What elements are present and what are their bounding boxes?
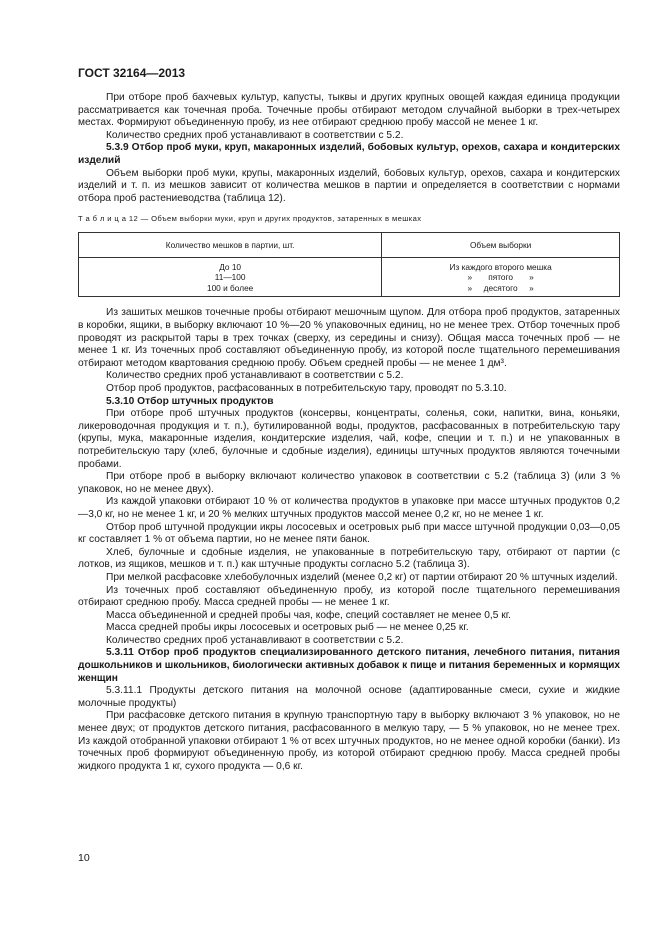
- section-heading-5-3-11: 5.3.11 Отбор проб продуктов специализированного детского питания, лечебного питания, питания дошкольников и школьников, биологически активных добавок к пище и питания беременных и кормящих женщин: [78, 647, 620, 684]
- paragraph: При отборе проб штучных продуктов (консервы, концентраты, соленья, соки, напитки, вина, коньяки, ликероводочная продукция и т. п.), бутилированной воды, продуктов, расфасованных в потребительскую тару (крупы, мука, макаронные изделия, кондитерские изделия, чай, кофе, специи и т. п.) и не упакованных в потребительскую тару (хлеб, булочные и сдобные изделия), единицы штучных продуктов являются точечными пробами.: [78, 408, 620, 470]
- table-value: До 10: [219, 261, 242, 272]
- paragraph: Хлеб, булочные и сдобные изделия, не упакованные в потребительскую тару, отбирают от партии (с лотков, из ящиков, мешков и т. п.) как штучные продукты согласно 5.2 (таблица 3).: [78, 546, 620, 571]
- paragraph: При отборе проб в выборку включают количество упаковок в соответствии с 5.2 (таблица 3) (или 3 % упаковок, но не менее двух).: [78, 471, 620, 495]
- table-cell-sample: [382, 257, 620, 297]
- sampling-table: [78, 232, 620, 298]
- table-cell-qty: [79, 257, 382, 297]
- page-content: [78, 92, 620, 773]
- paragraph: Из зашитых мешков точечные пробы отбирают мешочным щупом. Для отбора проб продуктов, затаренных в коробки, ящики, в выборку включают 10 %—20 % упаковочных единиц, но не менее трех. Отбор точечных проб проводят из раскрытой тары в трех точках (сверху, из середины и снизу). Общая масса точечных проб — не менее 1 кг. Из точечных проб составляют объединенную пробу, из которой после тщательного перемешивания отбирают методом квартования среднюю пробу. Объем средней пробы — не менее 1 дм³.: [78, 307, 620, 369]
- table-value: 11—100: [214, 272, 246, 283]
- table-value: 100 и более: [206, 282, 254, 293]
- paragraph: При отборе проб бахчевых культур, капусты, тыквы и других крупных овощей каждая единица продукции рассматривается как точечная проба. Точечные пробы отбирают методом случайной выборки в трех-четырех местах. Формируют объединенную пробу, из нее отбирают среднюю пробу массой не менее 1 кг.: [78, 92, 620, 129]
- paragraph: Из точечных проб составляют объединенную пробу, из которой после тщательного перемешивания отбирают среднюю пробу. Масса средней пробы — не менее 1 кг.: [78, 584, 620, 609]
- paragraph: Количество средних проб устанавливают в соответствии с 5.2.: [106, 129, 404, 141]
- paragraph: При расфасовке детского питания в крупную транспортную тару в выборку включают 3 % упаковок, но не менее двух; от продуктов детского питания, расфасованного в мелкую тару, — 5 % упаковок, но не менее трех. Из каждой отобранной упаковки отбирают 1 % от всех штучных продуктов, но не менее одной коробки (банки). Из точечных проб формируют объединенную пробу, из которой отбирают среднюю пробу. Масса средней пробы жидкого продукта 1 кг, сухого продукта — 0,6 кг.: [78, 710, 620, 772]
- section-heading-5-3-9: 5.3.9 Отбор проб муки, круп, макаронных изделий, бобовых культур, орехов, сахара и кондитерских изделий: [78, 142, 620, 166]
- paragraph: Количество средних проб устанавливают в соответствии с 5.2.: [106, 370, 404, 382]
- section-heading-5-3-10: 5.3.10 Отбор штучных продуктов: [106, 395, 274, 407]
- table-value: » пятого »: [467, 272, 534, 283]
- paragraph: Масса объединенной и средней пробы чая, кофе, специй составляет не менее 0,5 кг.: [106, 609, 511, 621]
- table-caption: Т а б л и ц а 12 — Объем выборки муки, круп и других продуктов, затаренных в мешках: [78, 214, 422, 224]
- table-header-row: [79, 232, 620, 257]
- paragraph: Масса средней пробы икры лососевых и осетровых рыб — не менее 0,25 кг.: [106, 622, 469, 634]
- paragraph: 5.3.11.1 Продукты детского питания на молочной основе (адаптированные смеси, сухие и жидкие молочные продукты): [78, 685, 620, 709]
- paragraph: Количество средних проб устанавливают в соответствии с 5.2.: [106, 634, 404, 646]
- paragraph: Отбор проб штучной продукции икры лососевых и осетровых рыб при массе штучной продукции 0,03—0,05 кг составляет 1 % от объема партии, но не менее пяти банок.: [78, 521, 620, 546]
- document-header: ГОСТ 32164—2013: [78, 66, 186, 80]
- table-value: Из каждого второго мешка: [449, 261, 552, 272]
- paragraph: При мелкой расфасовке хлебобулочных изделий (менее 0,2 кг) от партии отбирают 20 % штучных изделий.: [106, 571, 618, 583]
- paragraph: Из каждой упаковки отбирают 10 % от количества продуктов в упаковке при массе штучных продуктов 0,2—3,0 кг, но не менее 1 кг, и 20 % мелких штучных продуктов массой менее 0,2 кг, но не менее 1 кг.: [78, 496, 620, 520]
- table-header-qty: Количество мешков в партии, шт.: [79, 232, 382, 257]
- paragraph: Отбор проб продуктов, расфасованных в потребительскую тару, проводят по 5.3.10.: [106, 383, 507, 394]
- paragraph: Объем выборки проб муки, крупы, макаронных изделий, бобовых культур, орехов, сахара и кондитерских изделий и т. п. из мешков зависит от количества мешков в партии и определяется в соответствии с нормами отбора проб растениеводства (таблица 12).: [78, 167, 620, 204]
- table-value: » десятого »: [467, 282, 534, 293]
- table-header-sample: Объем выборки: [382, 232, 620, 257]
- page-number: 10: [78, 852, 90, 864]
- table-row: [79, 257, 620, 297]
